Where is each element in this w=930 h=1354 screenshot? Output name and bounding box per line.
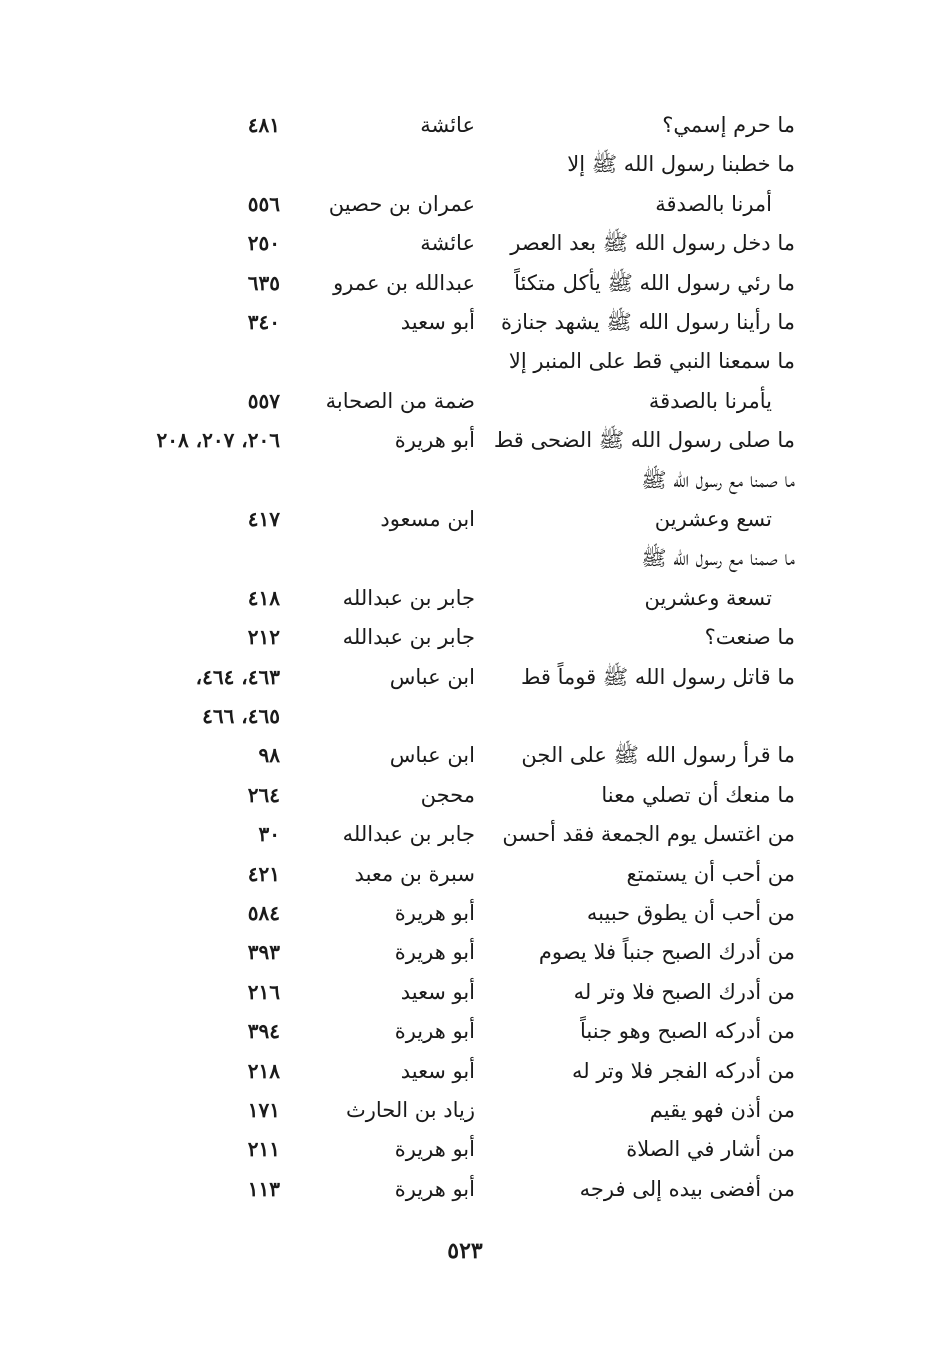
narrator-name: أبو سعيد xyxy=(400,310,475,334)
index-row xyxy=(0,972,930,1012)
hadith-text: من أدرك الصبح فلا وتر له xyxy=(573,979,795,1004)
hadith-text: ما رئي رسول الله ﷺ يأكل متكئاً xyxy=(514,270,795,295)
index-row xyxy=(0,460,930,500)
index-row xyxy=(0,144,930,184)
page-references: ٤٦٣، ٤٦٤، xyxy=(195,664,280,689)
index-row xyxy=(0,341,930,381)
hadith-text: من أدرك الصبح جنباً فلا يصوم xyxy=(538,940,795,965)
narrator-name: أبو هريرة xyxy=(394,1019,475,1044)
index-row xyxy=(0,302,930,342)
hadith-text: تسع وعشرين xyxy=(654,507,772,531)
page-references: ٢٦٤ xyxy=(247,782,280,807)
hadith-text: من أحب أن يستمتع xyxy=(626,861,795,886)
index-row xyxy=(0,617,930,657)
page-references: ٤١٨ xyxy=(247,585,280,610)
page-references: ١١٣ xyxy=(247,1176,280,1201)
hadith-text: من أحب أن يطوق حبيبه xyxy=(586,901,795,925)
page-references: ٥٥٦ xyxy=(247,191,280,216)
narrator-name: أبو هريرة xyxy=(394,940,475,965)
page-references: ٣٠ xyxy=(258,822,280,847)
page-references: ٦٣٥ xyxy=(247,270,280,295)
page-references: ٤١٧ xyxy=(247,507,280,531)
index-row xyxy=(0,814,930,854)
page-references: ٣٤٠ xyxy=(247,310,280,334)
index-row xyxy=(0,1129,930,1169)
narrator-name: محجن xyxy=(420,782,475,807)
hadith-text: من أشار في الصلاة xyxy=(626,1137,795,1162)
index-row xyxy=(0,105,930,145)
index-row xyxy=(0,893,930,933)
index-row xyxy=(0,932,930,972)
narrator-name: عائشة xyxy=(420,113,475,137)
narrator-name: سبرة بن معبد xyxy=(354,861,475,886)
index-row xyxy=(0,499,930,539)
page-references: ٢٥٠ xyxy=(247,231,280,256)
hadith-text: من اغتسل يوم الجمعة فقد أحسن xyxy=(502,822,795,847)
index-row xyxy=(0,775,930,815)
hadith-text: ما دخل رسول الله ﷺ بعد العصر xyxy=(510,231,795,256)
index-row xyxy=(0,854,930,894)
index-row xyxy=(0,735,930,775)
index-row xyxy=(0,578,930,618)
hadith-text: من أدركه الصبح وهو جنباً xyxy=(580,1019,795,1044)
narrator-name: عائشة xyxy=(420,231,475,256)
hadith-text: ما قاتل رسول الله ﷺ قوماً قط xyxy=(520,664,795,689)
page-references: ٤٢١ xyxy=(247,861,280,886)
index-row xyxy=(0,1011,930,1051)
page-references: ٢١٦ xyxy=(247,979,280,1004)
hadith-text: من أدركه الفجر فلا وتر له xyxy=(572,1058,795,1083)
narrator-name: ابن عباس xyxy=(389,664,475,689)
page-references: ٣٩٣ xyxy=(247,940,280,965)
hadith-text: من أذن فهو يقيم xyxy=(649,1098,795,1122)
narrator-name: عبدالله بن عمرو xyxy=(333,270,475,295)
narrator-name: أبو سعيد xyxy=(400,1058,475,1083)
hadith-text: أمرنا بالصدقة xyxy=(655,191,772,216)
hadith-text: من أفضى بيده إلى فرجه xyxy=(579,1176,795,1201)
narrator-name: عمران بن حصين xyxy=(328,191,475,216)
index-row xyxy=(0,184,930,224)
hadith-text: ما صمنا مع رسول الله ﷺ xyxy=(641,546,795,571)
narrator-name: ضمة من الصحابة xyxy=(325,388,475,413)
narrator-name: جابر بن عبدالله xyxy=(342,585,475,610)
hadith-text: ما صلى رسول الله ﷺ الضحى قط xyxy=(493,428,795,453)
narrator-name: أبو هريرة xyxy=(394,901,475,925)
narrator-name: أبو هريرة xyxy=(394,1176,475,1201)
page-references: ٢٠٦، ٢٠٧، ٢٠٨ xyxy=(156,428,280,453)
page-references: ٥٨٤ xyxy=(247,901,280,925)
index-row xyxy=(0,381,930,421)
narrator-name: جابر بن عبدالله xyxy=(342,822,475,847)
hadith-text: ما خطبنا رسول الله ﷺ إلا xyxy=(567,152,795,177)
hadith-text: ما صنعت؟ xyxy=(704,625,795,650)
index-row xyxy=(0,1090,930,1130)
index-row xyxy=(0,263,930,303)
hadith-text: تسعة وعشرين xyxy=(644,585,772,610)
page-references: ٤٦٥، ٤٦٦ xyxy=(202,704,280,728)
page-references: ٤٨١ xyxy=(247,113,280,137)
hadith-text: ما منعك أن تصلي معنا xyxy=(601,782,795,807)
narrator-name: أبو هريرة xyxy=(394,1137,475,1162)
hadith-text: ما صمنا مع رسول الله ﷺ xyxy=(641,467,795,492)
page-references: ٢١٨ xyxy=(247,1058,280,1083)
index-row xyxy=(0,696,930,736)
page-references: ١٧١ xyxy=(247,1098,280,1122)
narrator-name: ابن مسعود xyxy=(380,507,475,531)
page-number: ٥٢٣ xyxy=(447,1238,483,1264)
page-references: ٢١١ xyxy=(247,1137,280,1162)
index-row xyxy=(0,1169,930,1209)
hadith-text: يأمرنا بالصدقة xyxy=(648,388,772,413)
index-row xyxy=(0,657,930,697)
narrator-name: جابر بن عبدالله xyxy=(342,625,475,650)
page-references: ٣٩٤ xyxy=(247,1019,280,1044)
narrator-name: زياد بن الحارث xyxy=(345,1098,475,1122)
hadith-text: ما سمعنا النبي قط على المنبر إلا xyxy=(508,349,795,374)
hadith-text: ما حرم إسمي؟ xyxy=(662,113,795,137)
index-row xyxy=(0,420,930,460)
narrator-name: ابن عباس xyxy=(389,743,475,768)
index-row xyxy=(0,538,930,578)
page-references: ٥٥٧ xyxy=(247,388,280,413)
hadith-text: ما قرأ رسول الله ﷺ على الجن xyxy=(521,743,795,768)
page-references: ٢١٢ xyxy=(247,625,280,650)
narrator-name: أبو سعيد xyxy=(400,979,475,1004)
index-row xyxy=(0,223,930,263)
index-row xyxy=(0,1051,930,1091)
hadith-text: ما رأينا رسول الله ﷺ يشهد جنازة xyxy=(500,310,795,334)
narrator-name: أبو هريرة xyxy=(394,428,475,453)
page-references: ٩٨ xyxy=(258,743,280,768)
